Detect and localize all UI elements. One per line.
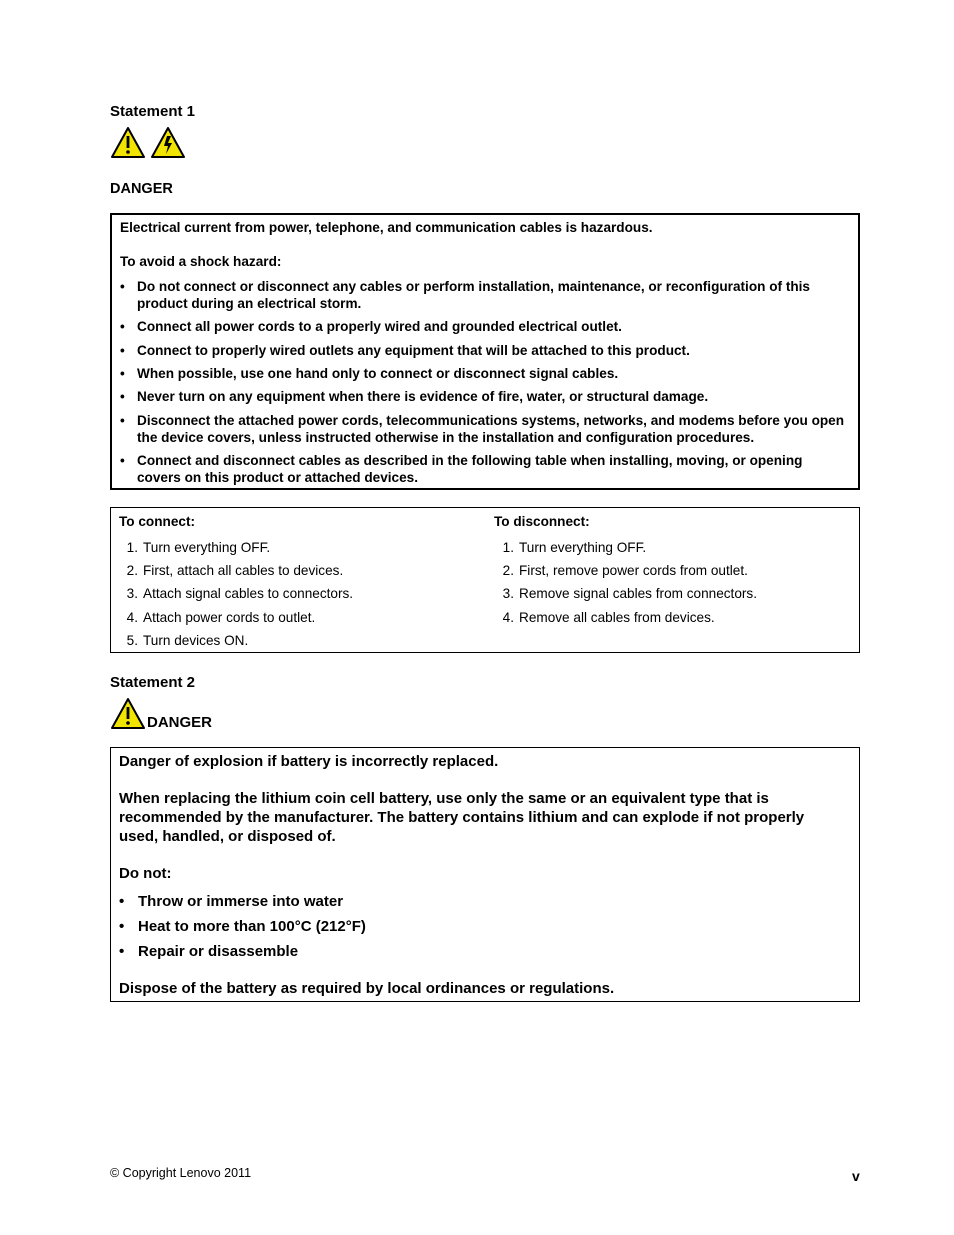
statement-2-heading: Statement 2 bbox=[110, 674, 196, 691]
dispose-instructions: Dispose of the battery as required by local ordinances or regulations. bbox=[119, 980, 615, 997]
caution-icon bbox=[110, 697, 146, 731]
electrical-hazard-icon bbox=[152, 128, 184, 157]
connect-column-header: To connect: bbox=[119, 514, 196, 529]
connect-disconnect-table: To connect: To disconnect: 1. Turn everything OFF. 2. First, attach all cables to devices. 3. Attach signal cables to connectors. 4. Attach power cords to outlet. 5. Turn devices ON. 1. Turn everything OFF. 2. First, remove power cords from outlet. 3. Remove signal cables from connectors. 4. Remove all cables from devices. bbox=[110, 507, 860, 653]
page-number: v bbox=[852, 1168, 860, 1184]
do-not-heading: Do not: bbox=[119, 865, 172, 882]
caution-icon bbox=[110, 125, 188, 161]
avoid-shock-heading: To avoid a shock hazard: bbox=[120, 254, 282, 269]
statement-2-danger-box: Danger of explosion if battery is incorrectly replaced. When replacing the lithium coin cell battery, use only the same or an equivalent type that is recommended by the manufacturer. The battery contains lithium and can explode if not properly used, handled, or disposed of. Do not: • Throw or immerse into water • Heat to more than 100°C (212°F) • Repair or disassemble Dispose of the battery as required by local ordinances or regulations. bbox=[110, 747, 860, 1002]
disconnect-column-header: To disconnect: bbox=[494, 514, 590, 529]
battery-replacement-text: When replacing the lithium coin cell battery, use only the same or an equivalent type that is recommended by the manufacturer. The battery contains lithium and can explode if not properly used, handled, or disposed of. bbox=[119, 790, 805, 845]
statement-2-danger-label: DANGER bbox=[147, 714, 213, 731]
statement-1-danger-label: DANGER bbox=[110, 181, 173, 197]
statement-1-heading: Statement 1 bbox=[110, 103, 196, 120]
statement-1-icons bbox=[110, 125, 188, 161]
battery-warning: Danger of explosion if battery is incorrectly replaced. bbox=[119, 753, 499, 770]
danger-intro: Electrical current from power, telephone, and communication cables is hazardous. bbox=[120, 220, 653, 235]
copyright-notice: © Copyright Lenovo 2011 bbox=[110, 1166, 252, 1180]
statement-1-danger-box: Electrical current from power, telephone, and communication cables is hazardous. To avoid a shock hazard: • Do not connect or disconnect any cables or perform installation, maintenance, or reconfiguration of this product during an electrical storm. • Connect all power cords to a properly wired and grounded electrical outlet. • Connect to properly wired outlets any equipment that will be attached to this product. • When possible, use one hand only to connect or disconnect signal cables. • Never turn on any equipment when there is evidence of fire, water, or structural damage. • Disconnect the attached power cords, telecommunications systems, networks, and modems before you open the device covers, unless instructed otherwise in the installation and configuration procedures. • Connect and disconnect cables as described in the following table when installing, moving, or opening covers on this product or attached devices. bbox=[110, 213, 860, 490]
